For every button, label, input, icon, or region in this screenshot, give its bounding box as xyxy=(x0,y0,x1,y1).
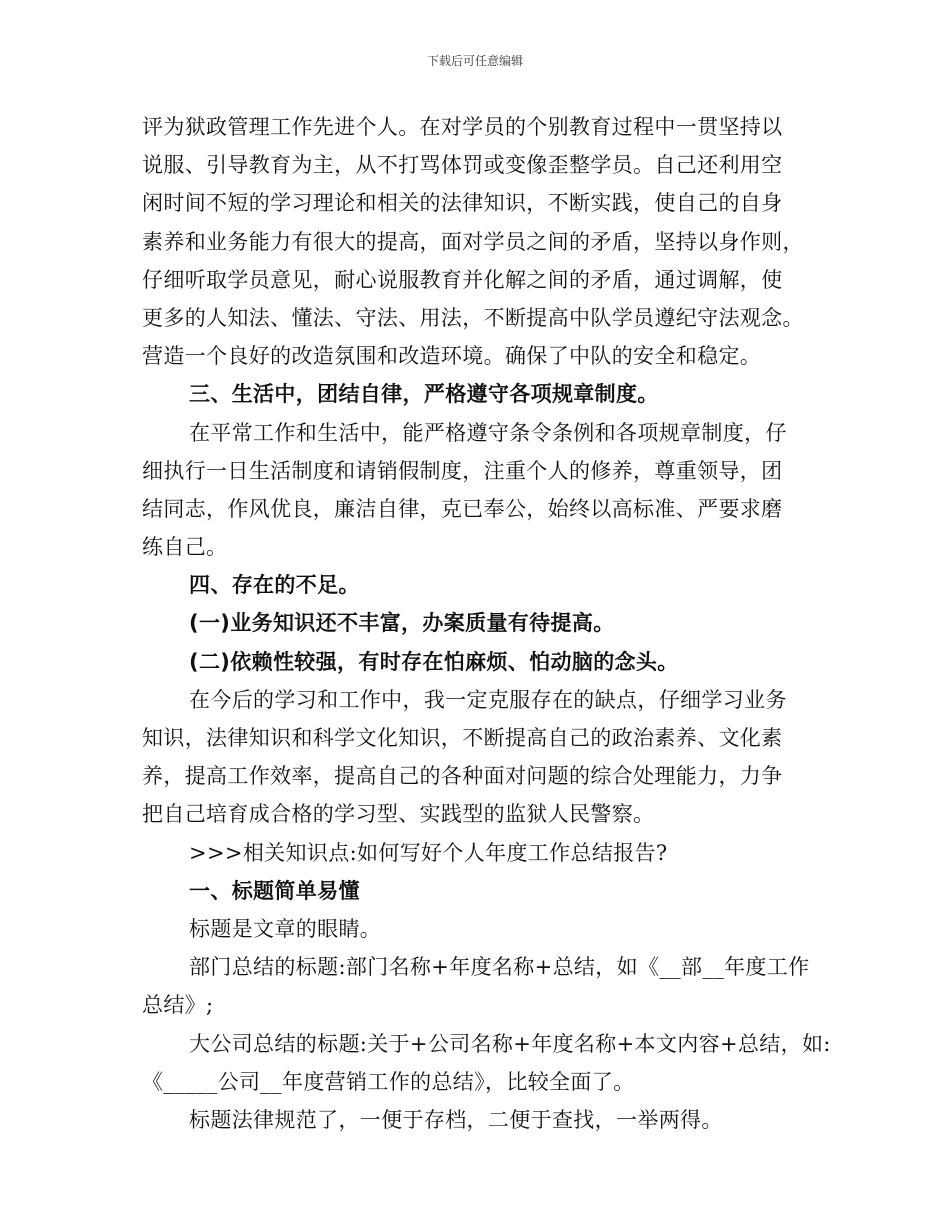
text-line: 闲时间不短的学习理论和相关的法律知识，不断实践，使自己的自身 xyxy=(142,191,783,216)
text-line: 素养和业务能力有很大的提高，面对学员之间的矛盾，坚持以身作则， xyxy=(142,229,804,254)
text-line: 在平常工作和生活中，能严格遵守条令条例和各项规章制度，仔 xyxy=(189,420,787,445)
text-line: 大公司总结的标题:关于+公司名称+年度名称+本文内容+总结，如: xyxy=(189,1031,831,1056)
text-line: 《_____公司__年度营销工作的总结》，比较全面了。 xyxy=(142,1069,635,1094)
text-line: 更多的人知法、懂法、守法、用法，不断提高中队学员遵纪守法观念。 xyxy=(142,305,804,330)
text-line: 部门总结的标题:部门名称+年度名称+总结，如《__部__年度工作 xyxy=(189,955,810,980)
section-heading: 一、标题简单易懂 xyxy=(189,878,360,903)
subsection-heading: (一)业务知识还不丰富，办案质量有待提高。 xyxy=(189,611,615,636)
related-knowledge-line: >>>相关知识点:如何写好个人年度工作总结报告? xyxy=(189,840,668,865)
text-line: 营造一个良好的改造氛围和改造环境。确保了中队的安全和稳定。 xyxy=(142,344,762,369)
text-line: 总结》; xyxy=(142,993,214,1018)
text-line: 练自己。 xyxy=(142,535,228,560)
text-line: 评为狱政管理工作先进个人。在对学员的个别教育过程中一贯坚持以 xyxy=(142,115,783,139)
page-header: 下载后可任意编辑 xyxy=(426,54,523,68)
text-line: 标题法律规范了，一便于存档，二便于查找，一举两得。 xyxy=(189,1107,723,1132)
text-line: 细执行一日生活制度和请销假制度，注重个人的修养，尊重领导，团 xyxy=(142,458,783,483)
document-body xyxy=(142,108,831,1139)
text-line: 把自己培育成合格的学习型、实践型的监狱人民警察。 xyxy=(142,802,655,827)
text-line: 说服、引导教育为主，从不打骂体罚或变像歪整学员。自己还利用空 xyxy=(142,153,783,178)
text-line: 仔细听取学员意见，耐心说服教育并化解之间的矛盾，通过调解，使 xyxy=(142,267,783,292)
text-line: 养，提高工作效率，提高自己的各种面对问题的综合处理能力，力争 xyxy=(142,764,783,789)
section-heading: 三、生活中，团结自律，严格遵守各项规章制度。 xyxy=(189,382,659,407)
text-line: 在今后的学习和工作中，我一定克服存在的缺点，仔细学习业务 xyxy=(189,687,787,712)
text-line: 标题是文章的眼睛。 xyxy=(189,916,382,941)
text-line: 知识，法律知识和科学文化知识，不断提高自己的政治素养、文化素 xyxy=(142,726,783,750)
subsection-heading: (二)依赖性较强，有时存在怕麻烦、怕动脑的念头。 xyxy=(189,649,679,674)
section-heading: 四、存在的不足。 xyxy=(189,573,360,598)
text-line: 结同志，作风优良，廉洁自律，克已奉公，始终以高标准、严要求磨 xyxy=(142,496,783,521)
